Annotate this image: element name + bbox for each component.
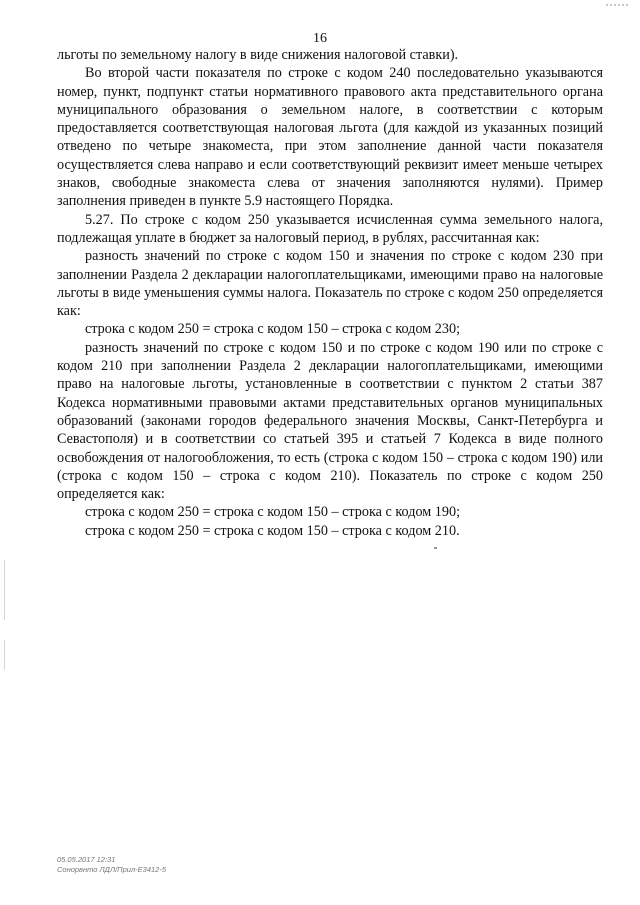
- paragraph: Во второй части показателя по строке с кодом 240 последовательно указываются номер, пункт, подпункт статьи нормативного правового акта представительного органа муниципального образования о земельном налоге, в соответствии с которым предоставляется соответствующая налоговая льгота (для каждой из указанных позиций отведено по четыре знакоместа, при этом заполнение данной части показателя осуществляется слева направо и если соответствующий реквизит имеет меньше четырех знаков, свободные знакоместа слева от значения заполняются нулями). Пример заполнения приведен в пункте 5.9 настоящего Порядка.: [57, 65, 603, 210]
- page-number: 16: [313, 31, 327, 46]
- paragraph: строка с кодом 250 = строка с кодом 150 – строка с кодом 190;: [85, 504, 461, 521]
- paragraph: разность значений по строке с кодом 150 и по строке с кодом 190 или по строке с кодом 210 при заполнении Раздела 2 декларации налогоплательщиками, имеющими право на налоговые льготы, установленные в соответствии с пунктом 2 статьи 387 Кодекса нормативными правовыми актами представительных органов муниципальных образований (законами городов федерального значения Москвы, Санкт-Петербурга и Севастополя) и в соответствии со статьей 395 и статьей 7 Кодекса в виде полного освобождения от налогообложения, то есть (строка с кодом 150 – строка с кодом 190) или (строка с кодом 150 – строка с кодом 210). Показатель по строке с кодом 250 определяется как:: [57, 339, 603, 503]
- footer-file-reference: Сонорвнто ЛДЛ/Прил-Е3412-5: [57, 864, 167, 874]
- footer-timestamp: 05.05.2017 12:31: [57, 855, 116, 864]
- scan-margin-mark: [4, 560, 5, 620]
- document-body: [57, 46, 603, 540]
- document-footer: [57, 855, 166, 874]
- paragraph: строка с кодом 250 = строка с кодом 150 – строка с кодом 210.: [85, 522, 460, 539]
- paragraph: 5.27. По строке с кодом 250 указывается исчисленная сумма земельного налога, подлежащая уплате в бюджет за налоговый период, в рублях, рассчитанная как:: [57, 211, 603, 246]
- scan-speck: [434, 547, 437, 549]
- scan-corner-mark: [606, 4, 628, 10]
- paragraph: льготы по земельному налогу в виде снижения налоговой ставки).: [57, 47, 459, 63]
- scan-margin-mark: [4, 640, 5, 670]
- paragraph: строка с кодом 250 = строка с кодом 150 – строка с кодом 230;: [85, 321, 461, 338]
- paragraph: разность значений по строке с кодом 150 и значения по строке с кодом 230 при заполнении Раздела 2 декларации налогоплательщиками, имеющими право на налоговые льготы в виде уменьшения суммы налога. Показатель по строке с кодом 250 определяется как:: [57, 248, 603, 320]
